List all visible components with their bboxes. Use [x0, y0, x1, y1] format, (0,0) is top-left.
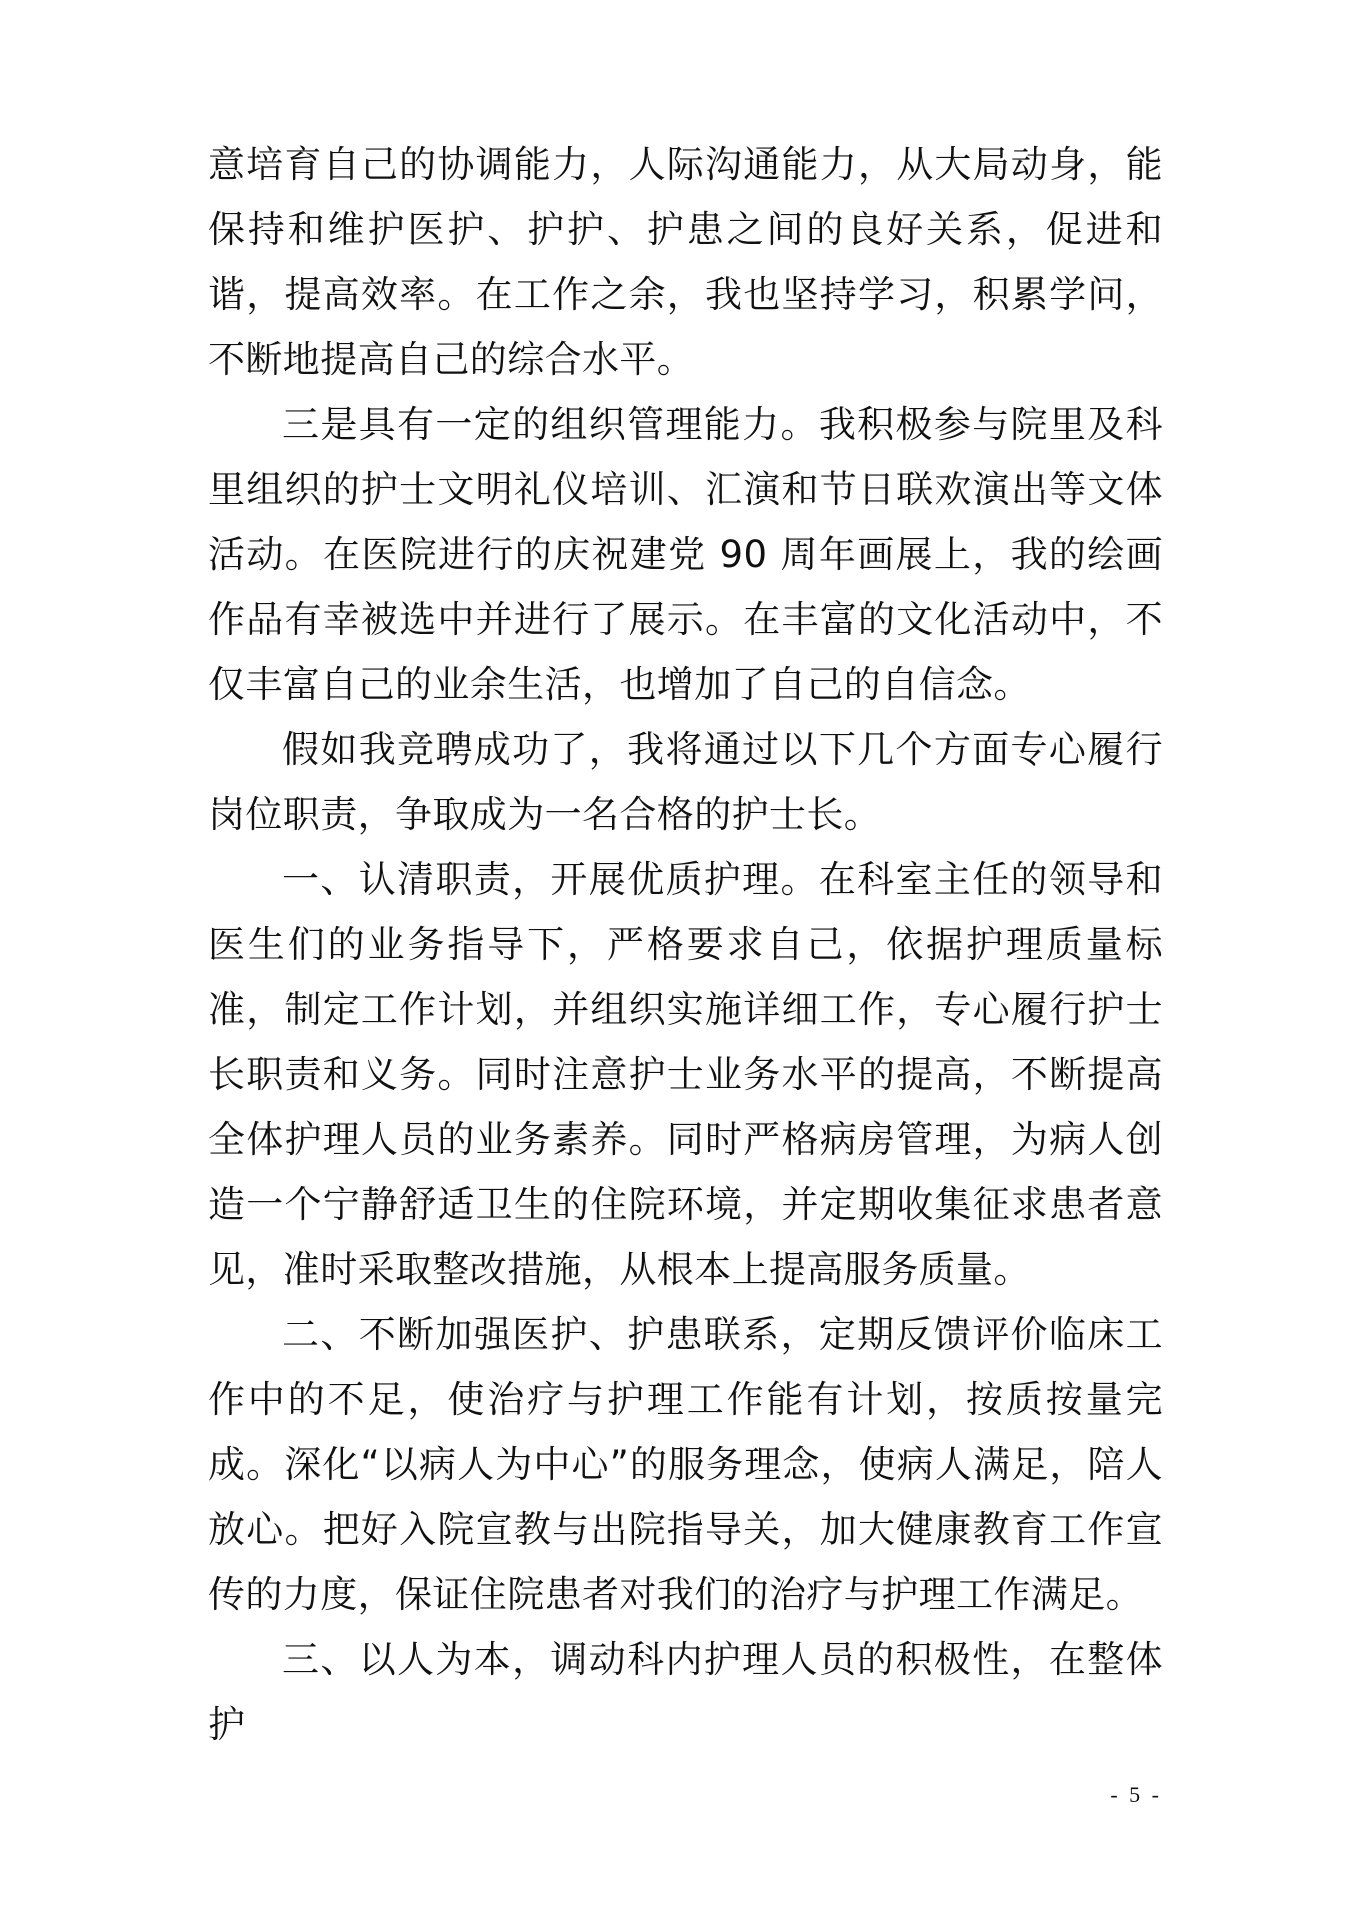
document-body	[208, 132, 1163, 1757]
paragraph-point-one: 一、认清职责，开展优质护理。在科室主任的领导和医生们的业务指导下，严格要求自己，依据护理质量标准，制定工作计划，并组织实施详细工作，专心履行护士长职责和义务。同时注意护士业务水平的提高，不断提高全体护理人员的业务素养。同时严格病房管理，为病人创造一个宁静舒适卫生的住院环境，并定期收集征求患者意见，准时采取整改措施，从根本上提高服务质量。	[208, 858, 1163, 1291]
paragraph-point-two: 二、不断加强医护、护患联系，定期反馈评价临床工作中的不足，使治疗与护理工作能有计划，按质按量完成。深化“以病人为中心”的服务理念，使病人满足，陪人放心。把好入院宣教与出院指导关，加大健康教育工作宣传的力度，保证住院患者对我们的治疗与护理工作满足。	[208, 1313, 1163, 1616]
paragraph-point-three: 三、以人为本，调动科内护理人员的积极性，在整体护	[208, 1638, 1163, 1746]
paragraph-continuation: 意培育自己的协调能力，人际沟通能力，从大局动身，能保持和维护医护、护护、护患之间的良好关系，促进和谐，提高效率。在工作之余，我也坚持学习，积累学问，不断地提高自己的综合水平。	[208, 143, 1163, 381]
paragraph-organization-ability: 三是具有一定的组织管理能力。我积极参与院里及科里组织的护士文明礼仪培训、汇演和节日联欢演出等文体活动。在医院进行的庆祝建党 90 周年画展上，我的绘画作品有幸被选中并进行了展示。在丰富的文化活动中，不仅丰富自己的业余生活，也增加了自己的自信念。	[208, 403, 1163, 706]
paragraph-if-successful: 假如我竞聘成功了，我将通过以下几个方面专心履行岗位职责，争取成为一名合格的护士长。	[208, 728, 1163, 836]
page-number: - 5 -	[1110, 1782, 1162, 1807]
